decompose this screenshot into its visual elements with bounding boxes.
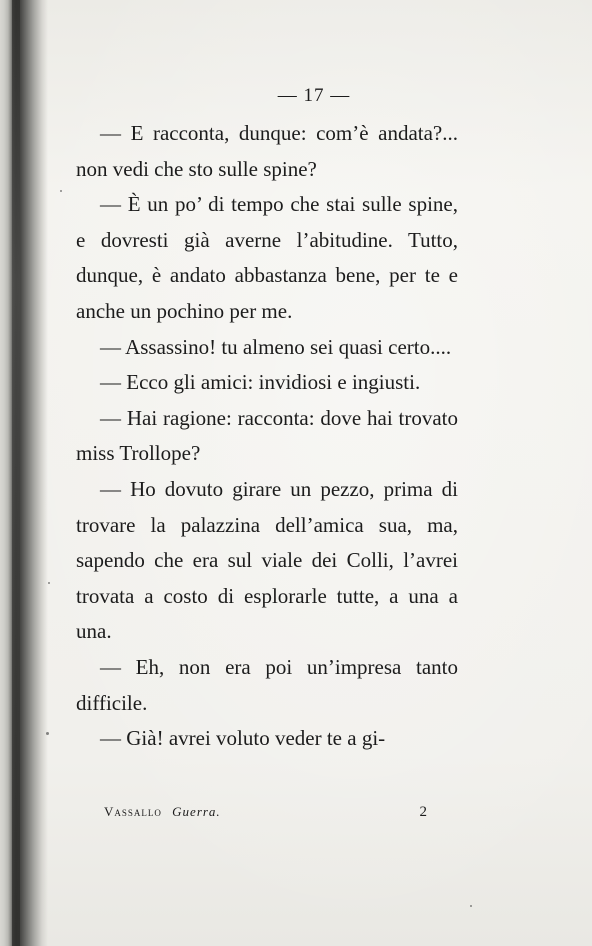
body-text — [76, 116, 458, 757]
signature-number: 2 — [419, 804, 428, 820]
paragraph: — Hai ragione: racconta: dove hai trovato miss Trollope? — [76, 405, 458, 466]
paper-speck — [470, 905, 472, 907]
paragraph: — Ho dovuto girare un pezzo, prima di trovare la palazzina dell’amica sua, ma, sapendo che era sul viale dei Colli, l’avrei trovata a costo di esplorarle tutte, a una a una. — [76, 476, 458, 644]
paper-speck — [60, 190, 62, 192]
book-binding-edge — [0, 0, 48, 946]
paragraph: — Eh, non era poi un’impresa tanto difficile. — [76, 654, 458, 715]
paragraph: — Ecco gli amici: invidiosi e ingiusti. — [100, 370, 421, 395]
signature-author: Vassallo — [104, 804, 162, 819]
paper-speck — [48, 582, 50, 584]
paper-speck — [46, 732, 49, 735]
binding-shadow — [12, 0, 20, 946]
signature-footer — [104, 804, 428, 820]
paragraph: — Assassino! tu almeno sei quasi certo.... — [100, 334, 452, 359]
paragraph: — È un po’ di tempo che stai sulle spine, e dovresti già averne l’abitudine. Tutto, dunque, è andato abbastanza bene, per te e anche un pochino per me. — [76, 192, 458, 323]
paragraph: — Già! avrei voluto veder te a gi- — [100, 726, 386, 751]
paragraph: — E racconta, dunque: com’è andata?... non vedi che sto sulle spine? — [76, 121, 458, 181]
signature-title: Guerra. — [172, 804, 221, 819]
page-number-header: — 17 — — [277, 85, 351, 106]
